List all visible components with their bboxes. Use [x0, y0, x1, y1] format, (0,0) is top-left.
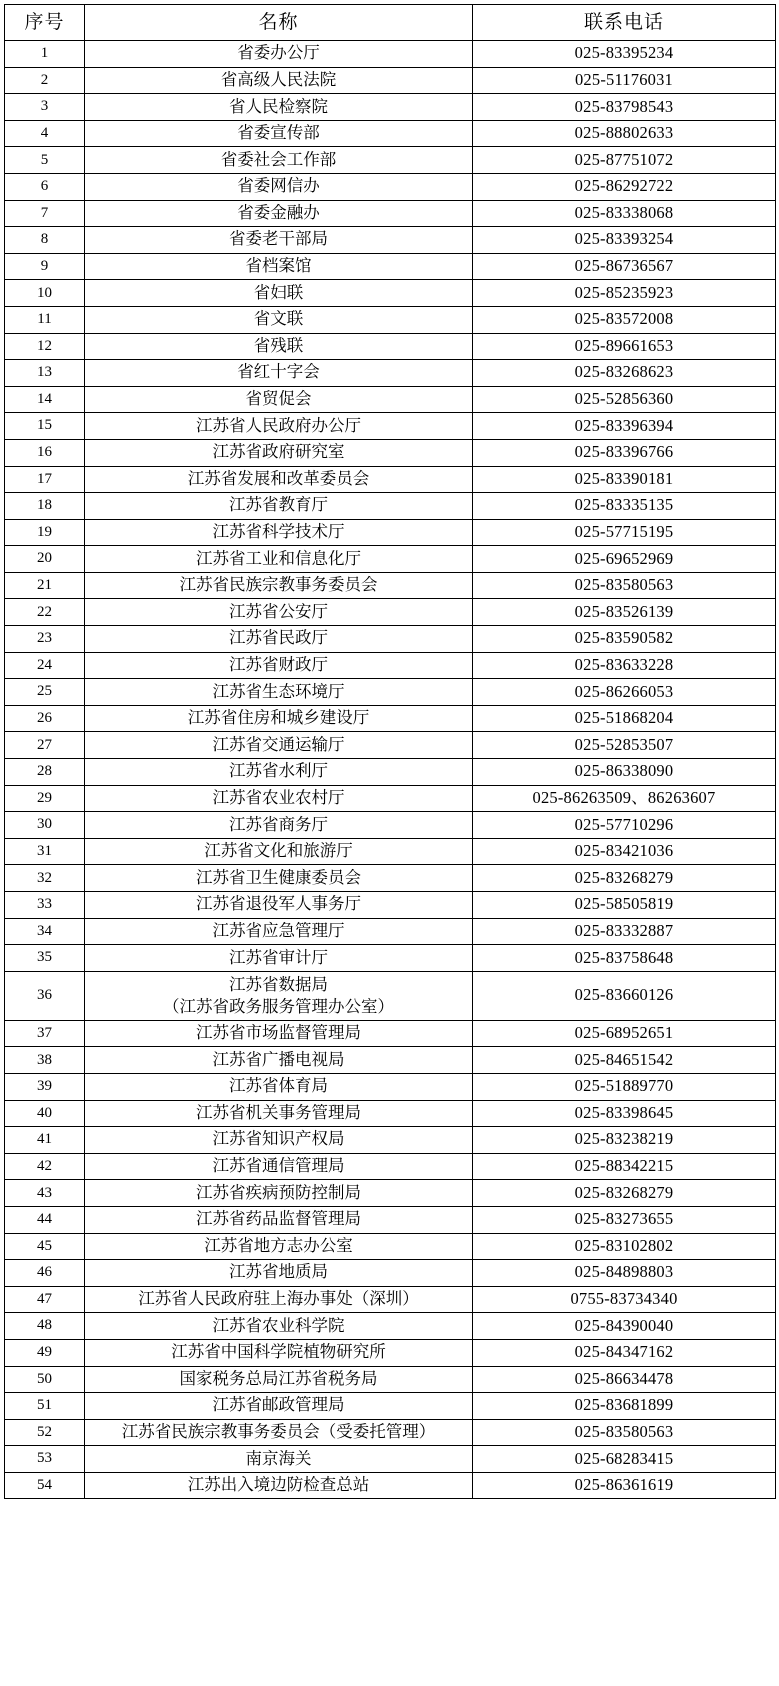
table-row	[5, 306, 776, 333]
cell-index: 43	[5, 1180, 85, 1207]
cell-phone: 025-57715195	[473, 519, 776, 546]
cell-index: 28	[5, 759, 85, 786]
table-row	[5, 838, 776, 865]
cell-index: 3	[5, 94, 85, 121]
cell-name: 江苏省教育厅	[85, 493, 473, 520]
table-row	[5, 705, 776, 732]
cell-phone: 025-51176031	[473, 67, 776, 94]
cell-name: 省档案馆	[85, 253, 473, 280]
cell-name: 江苏省公安厅	[85, 599, 473, 626]
cell-index: 47	[5, 1286, 85, 1313]
cell-name: 省委老干部局	[85, 227, 473, 254]
table-row	[5, 94, 776, 121]
cell-index: 41	[5, 1127, 85, 1154]
cell-phone: 025-84347162	[473, 1339, 776, 1366]
cell-phone: 025-58505819	[473, 892, 776, 919]
cell-phone: 025-69652969	[473, 546, 776, 573]
cell-phone: 025-83268279	[473, 1180, 776, 1207]
cell-index: 12	[5, 333, 85, 360]
cell-index: 22	[5, 599, 85, 626]
table-row	[5, 652, 776, 679]
cell-phone: 025-87751072	[473, 147, 776, 174]
table-row	[5, 1127, 776, 1154]
cell-name: 江苏省政府研究室	[85, 439, 473, 466]
cell-name: 江苏省民政厅	[85, 626, 473, 653]
cell-phone: 025-86361619	[473, 1472, 776, 1499]
cell-name: 江苏省农业科学院	[85, 1313, 473, 1340]
cell-name: 江苏省人民政府驻上海办事处（深圳）	[85, 1286, 473, 1313]
cell-phone: 025-68283415	[473, 1446, 776, 1473]
cell-index: 54	[5, 1472, 85, 1499]
cell-phone: 025-83421036	[473, 838, 776, 865]
cell-phone: 025-68952651	[473, 1020, 776, 1047]
table-row	[5, 626, 776, 653]
cell-index: 1	[5, 41, 85, 68]
cell-name-line-2: （江苏省政务服务管理办公室）	[163, 996, 394, 1016]
cell-index: 52	[5, 1419, 85, 1446]
cell-name: 省委宣传部	[85, 120, 473, 147]
cell-phone: 025-86736567	[473, 253, 776, 280]
cell-phone: 025-83633228	[473, 652, 776, 679]
cell-phone: 025-83238219	[473, 1127, 776, 1154]
cell-phone: 025-84390040	[473, 1313, 776, 1340]
table-row	[5, 439, 776, 466]
table-row	[5, 732, 776, 759]
cell-phone: 025-83398645	[473, 1100, 776, 1127]
table-row	[5, 1233, 776, 1260]
cell-index: 25	[5, 679, 85, 706]
table-row	[5, 493, 776, 520]
cell-phone: 025-83268279	[473, 865, 776, 892]
cell-name: 江苏省住房和城乡建设厅	[85, 705, 473, 732]
table-row	[5, 599, 776, 626]
table-row	[5, 865, 776, 892]
table-row	[5, 519, 776, 546]
cell-index: 27	[5, 732, 85, 759]
cell-phone: 025-83798543	[473, 94, 776, 121]
cell-name: 江苏省交通运输厅	[85, 732, 473, 759]
table-row	[5, 1313, 776, 1340]
table-row	[5, 971, 776, 1020]
cell-name: 江苏省科学技术厅	[85, 519, 473, 546]
cell-name: 江苏省退役军人事务厅	[85, 892, 473, 919]
cell-index: 19	[5, 519, 85, 546]
cell-phone: 025-83268623	[473, 360, 776, 387]
cell-name: 省红十字会	[85, 360, 473, 387]
cell-phone: 025-83332887	[473, 918, 776, 945]
cell-name: 江苏省应急管理厅	[85, 918, 473, 945]
cell-name: 江苏省生态环境厅	[85, 679, 473, 706]
cell-phone: 025-83580563	[473, 572, 776, 599]
cell-index: 35	[5, 945, 85, 972]
table-row	[5, 785, 776, 812]
table-row	[5, 333, 776, 360]
cell-phone: 025-51868204	[473, 705, 776, 732]
cell-phone: 025-83572008	[473, 306, 776, 333]
table-row	[5, 546, 776, 573]
table-row	[5, 1073, 776, 1100]
cell-name: 江苏省审计厅	[85, 945, 473, 972]
cell-name: 江苏省卫生健康委员会	[85, 865, 473, 892]
cell-name: 省贸促会	[85, 386, 473, 413]
cell-index: 26	[5, 705, 85, 732]
cell-name: 江苏省商务厅	[85, 812, 473, 839]
table-row	[5, 253, 776, 280]
table-row	[5, 1339, 776, 1366]
cell-phone: 025-83580563	[473, 1419, 776, 1446]
table-row	[5, 1047, 776, 1074]
cell-index: 44	[5, 1206, 85, 1233]
cell-name: 省委办公厅	[85, 41, 473, 68]
cell-name: 省委金融办	[85, 200, 473, 227]
cell-name: 省残联	[85, 333, 473, 360]
cell-name: 江苏出入境边防检查总站	[85, 1472, 473, 1499]
cell-index: 6	[5, 173, 85, 200]
table-row	[5, 1472, 776, 1499]
column-header-index: 序号	[5, 5, 85, 41]
cell-name: 江苏省机关事务管理局	[85, 1100, 473, 1127]
cell-name: 江苏省民族宗教事务委员会	[85, 572, 473, 599]
cell-index: 9	[5, 253, 85, 280]
table-body	[5, 41, 776, 1499]
cell-index: 31	[5, 838, 85, 865]
table-row	[5, 1100, 776, 1127]
cell-phone: 025-83338068	[473, 200, 776, 227]
table-row	[5, 41, 776, 68]
table-row	[5, 1153, 776, 1180]
cell-index: 45	[5, 1233, 85, 1260]
cell-name: 江苏省工业和信息化厅	[85, 546, 473, 573]
cell-phone: 025-83395234	[473, 41, 776, 68]
cell-name: 江苏省地方志办公室	[85, 1233, 473, 1260]
table-row	[5, 360, 776, 387]
table-row	[5, 572, 776, 599]
cell-index: 21	[5, 572, 85, 599]
cell-phone: 025-83390181	[473, 466, 776, 493]
table-row	[5, 812, 776, 839]
table-row	[5, 679, 776, 706]
table-row	[5, 892, 776, 919]
cell-phone: 025-89661653	[473, 333, 776, 360]
table-row	[5, 759, 776, 786]
table-row	[5, 1446, 776, 1473]
cell-name-line-1: 江苏省数据局	[229, 974, 328, 994]
cell-phone: 025-84651542	[473, 1047, 776, 1074]
cell-name: 江苏省药品监督管理局	[85, 1206, 473, 1233]
table-row	[5, 173, 776, 200]
cell-index: 18	[5, 493, 85, 520]
cell-phone: 025-86266053	[473, 679, 776, 706]
cell-name: 江苏省知识产权局	[85, 1127, 473, 1154]
cell-phone: 025-83335135	[473, 493, 776, 520]
cell-index: 53	[5, 1446, 85, 1473]
cell-index: 23	[5, 626, 85, 653]
cell-index: 13	[5, 360, 85, 387]
cell-index: 46	[5, 1260, 85, 1287]
cell-name	[85, 971, 473, 1020]
cell-phone: 025-83102802	[473, 1233, 776, 1260]
table-row	[5, 466, 776, 493]
table-row	[5, 1206, 776, 1233]
cell-phone: 025-83660126	[473, 971, 776, 1020]
cell-index: 16	[5, 439, 85, 466]
cell-name: 江苏省文化和旅游厅	[85, 838, 473, 865]
cell-name: 省妇联	[85, 280, 473, 307]
table-row	[5, 1286, 776, 1313]
cell-name: 省高级人民法院	[85, 67, 473, 94]
table-row	[5, 67, 776, 94]
cell-index: 5	[5, 147, 85, 174]
table-header-row	[5, 5, 776, 41]
cell-name: 省委网信办	[85, 173, 473, 200]
cell-index: 7	[5, 200, 85, 227]
cell-phone: 025-88802633	[473, 120, 776, 147]
cell-phone: 025-84898803	[473, 1260, 776, 1287]
cell-phone: 025-83758648	[473, 945, 776, 972]
cell-name: 江苏省发展和改革委员会	[85, 466, 473, 493]
cell-index: 51	[5, 1393, 85, 1420]
cell-index: 39	[5, 1073, 85, 1100]
cell-phone: 025-86634478	[473, 1366, 776, 1393]
cell-phone: 025-85235923	[473, 280, 776, 307]
cell-index: 49	[5, 1339, 85, 1366]
cell-phone: 025-86263509、86263607	[473, 785, 776, 812]
cell-index: 17	[5, 466, 85, 493]
cell-name: 江苏省水利厅	[85, 759, 473, 786]
cell-name: 江苏省邮政管理局	[85, 1393, 473, 1420]
cell-index: 48	[5, 1313, 85, 1340]
cell-phone: 025-51889770	[473, 1073, 776, 1100]
cell-name: 江苏省民族宗教事务委员会（受委托管理）	[85, 1419, 473, 1446]
table-row	[5, 386, 776, 413]
cell-index: 36	[5, 971, 85, 1020]
cell-index: 50	[5, 1366, 85, 1393]
cell-name: 江苏省地质局	[85, 1260, 473, 1287]
cell-name: 江苏省广播电视局	[85, 1047, 473, 1074]
cell-phone: 025-83681899	[473, 1393, 776, 1420]
cell-name: 江苏省体育局	[85, 1073, 473, 1100]
table-row	[5, 1419, 776, 1446]
cell-name: 国家税务总局江苏省税务局	[85, 1366, 473, 1393]
cell-index: 30	[5, 812, 85, 839]
cell-index: 24	[5, 652, 85, 679]
table-row	[5, 1180, 776, 1207]
cell-index: 42	[5, 1153, 85, 1180]
cell-name: 江苏省财政厅	[85, 652, 473, 679]
cell-name: 省人民检察院	[85, 94, 473, 121]
cell-index: 10	[5, 280, 85, 307]
cell-index: 14	[5, 386, 85, 413]
cell-index: 11	[5, 306, 85, 333]
table-row	[5, 147, 776, 174]
table-row	[5, 413, 776, 440]
table-row	[5, 120, 776, 147]
table-row	[5, 200, 776, 227]
cell-name: 江苏省市场监督管理局	[85, 1020, 473, 1047]
cell-phone: 025-83396394	[473, 413, 776, 440]
cell-name: 江苏省疾病预防控制局	[85, 1180, 473, 1207]
table-row	[5, 1020, 776, 1047]
cell-phone: 025-52853507	[473, 732, 776, 759]
cell-index: 32	[5, 865, 85, 892]
cell-phone: 0755-83734340	[473, 1286, 776, 1313]
cell-index: 37	[5, 1020, 85, 1047]
cell-index: 38	[5, 1047, 85, 1074]
cell-index: 34	[5, 918, 85, 945]
cell-index: 2	[5, 67, 85, 94]
table-row	[5, 945, 776, 972]
cell-phone: 025-83273655	[473, 1206, 776, 1233]
cell-phone: 025-83393254	[473, 227, 776, 254]
cell-phone: 025-86292722	[473, 173, 776, 200]
cell-index: 15	[5, 413, 85, 440]
column-header-name: 名称	[85, 5, 473, 41]
table-row	[5, 280, 776, 307]
cell-index: 40	[5, 1100, 85, 1127]
cell-index: 4	[5, 120, 85, 147]
table-row	[5, 1260, 776, 1287]
cell-name: 江苏省农业农村厅	[85, 785, 473, 812]
cell-phone: 025-83396766	[473, 439, 776, 466]
contact-table	[4, 4, 776, 1499]
table-header	[5, 5, 776, 41]
cell-phone: 025-83526139	[473, 599, 776, 626]
table-row	[5, 1366, 776, 1393]
cell-name: 江苏省中国科学院植物研究所	[85, 1339, 473, 1366]
table-row	[5, 918, 776, 945]
cell-name: 省委社会工作部	[85, 147, 473, 174]
cell-phone: 025-52856360	[473, 386, 776, 413]
table-row	[5, 227, 776, 254]
cell-phone: 025-83590582	[473, 626, 776, 653]
column-header-phone: 联系电话	[473, 5, 776, 41]
cell-name: 江苏省人民政府办公厅	[85, 413, 473, 440]
cell-name: 省文联	[85, 306, 473, 333]
cell-phone: 025-57710296	[473, 812, 776, 839]
cell-phone: 025-86338090	[473, 759, 776, 786]
cell-name: 南京海关	[85, 1446, 473, 1473]
cell-index: 8	[5, 227, 85, 254]
cell-phone: 025-88342215	[473, 1153, 776, 1180]
table-row	[5, 1393, 776, 1420]
cell-index: 33	[5, 892, 85, 919]
cell-index: 20	[5, 546, 85, 573]
cell-index: 29	[5, 785, 85, 812]
cell-name: 江苏省通信管理局	[85, 1153, 473, 1180]
